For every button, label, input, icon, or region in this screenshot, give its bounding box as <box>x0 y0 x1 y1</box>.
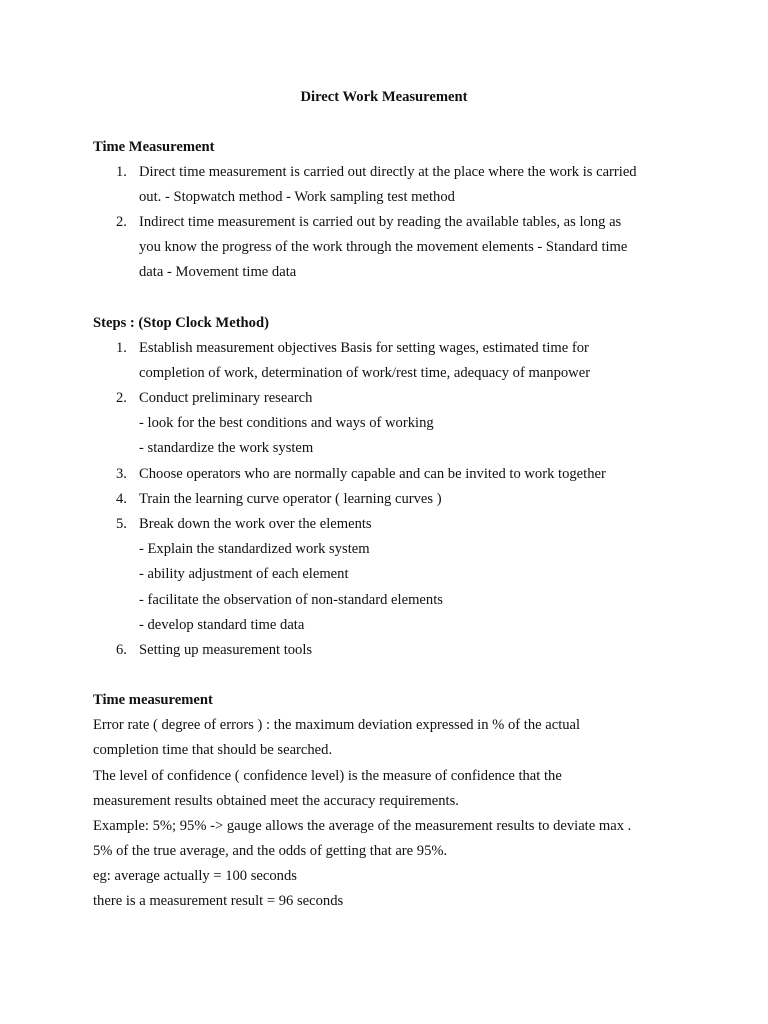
list-item-text: - facilitate the observation of non-standard elements <box>139 592 443 608</box>
list-item-text: Direct time measurement is carried out directly at the place where the work is carried <box>139 164 637 180</box>
list-number: 1. <box>116 164 127 180</box>
list-item-text: out. - Stopwatch method - Work sampling test method <box>139 189 455 205</box>
list-number: 3. <box>116 466 127 482</box>
list-number: 6. <box>116 642 127 658</box>
list-item-text: you know the progress of the work through the movement elements - Standard time <box>139 239 628 255</box>
list-item-text: Setting up measurement tools <box>139 642 313 658</box>
paragraph-line: Error rate ( degree of errors ) : the maximum deviation expressed in % of the actual <box>93 717 581 733</box>
list-item-text: - Explain the standardized work system <box>139 541 370 557</box>
page-title: Direct Work Measurement <box>300 89 468 105</box>
list-item-text: data - Movement time data <box>139 264 297 280</box>
paragraph-line: Example: 5%; 95% -> gauge allows the average of the measurement results to deviate max . <box>93 818 632 834</box>
paragraph-line: 5% of the true average, and the odds of getting that are 95%. <box>93 843 448 859</box>
list-item-text: Conduct preliminary research <box>139 390 313 406</box>
list-item-text: - standardize the work system <box>139 440 314 456</box>
paragraph-line: completion time that should be searched. <box>93 742 333 758</box>
paragraph-line: measurement results obtained meet the accuracy requirements. <box>93 793 459 809</box>
list-item-text: Break down the work over the elements <box>139 516 372 532</box>
list-item-text: - look for the best conditions and ways of working <box>139 415 434 431</box>
section-heading-time-measurement: Time Measurement <box>93 139 215 155</box>
list-item-text: completion of work, determination of work/rest time, adequacy of manpower <box>139 365 591 381</box>
section-heading-time-measurement-2: Time measurement <box>93 692 213 708</box>
paragraph-line: eg: average actually = 100 seconds <box>93 868 297 884</box>
paragraph-line: there is a measurement result = 96 seconds <box>93 893 344 909</box>
list-number: 5. <box>116 516 127 532</box>
list-item-text: - develop standard time data <box>139 617 305 633</box>
list-item-text: Choose operators who are normally capable and can be invited to work together <box>139 466 606 482</box>
list-item-text: Establish measurement objectives Basis for setting wages, estimated time for <box>139 340 589 356</box>
list-item-text: - ability adjustment of each element <box>139 566 349 582</box>
list-number: 2. <box>116 214 127 230</box>
paragraph-line: The level of confidence ( confidence level) is the measure of confidence that the <box>93 768 562 784</box>
list-item-text: Train the learning curve operator ( learning curves ) <box>139 491 442 507</box>
list-number: 4. <box>116 491 127 507</box>
list-item-text: Indirect time measurement is carried out by reading the available tables, as long as <box>139 214 622 230</box>
list-number: 2. <box>116 390 127 406</box>
list-number: 1. <box>116 340 127 356</box>
section-heading-steps: Steps : (Stop Clock Method) <box>93 315 269 331</box>
